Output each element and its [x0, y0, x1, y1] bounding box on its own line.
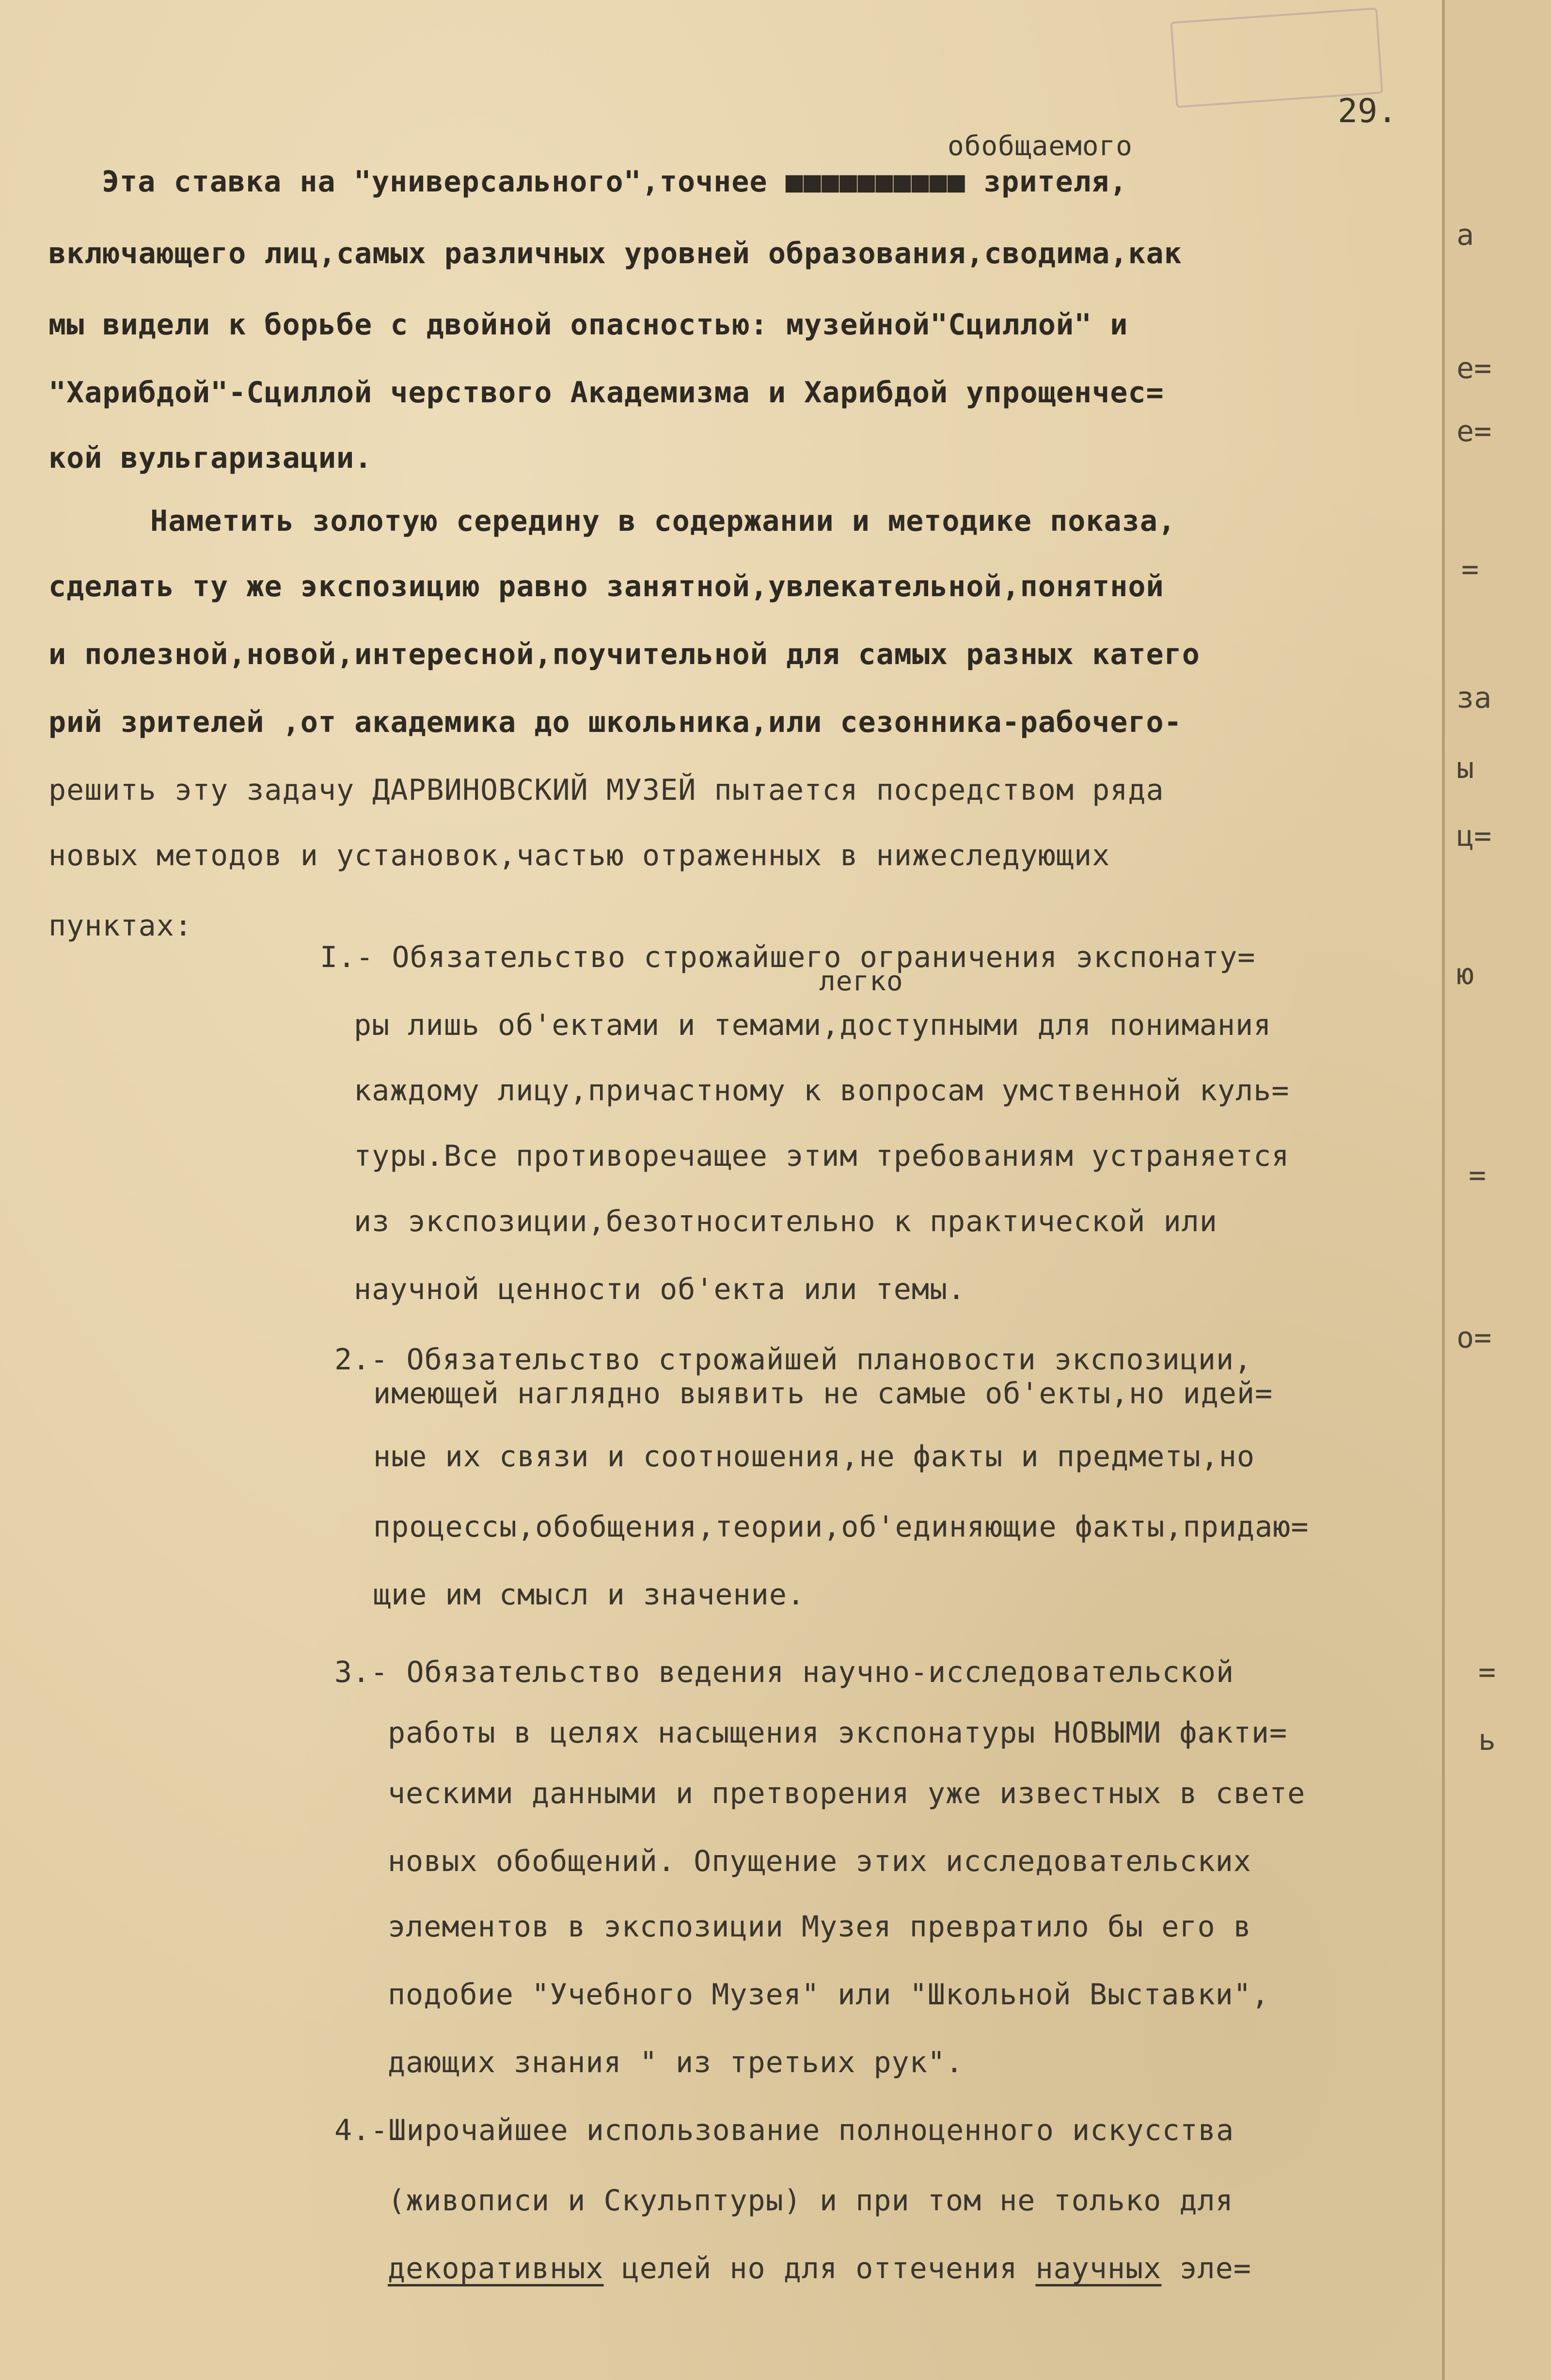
- item1-line: каждому лицу,причастному к вопросам умственной куль=: [354, 1074, 1290, 1108]
- item2-line: ные их связи и соотношения,не факты и предметы,но: [373, 1440, 1255, 1474]
- margin-fragment: ь: [1478, 1723, 1496, 1757]
- item4-line: 4.-Широчайшее использование полноценного искусства: [334, 2113, 1234, 2147]
- item4-line: (живописи и Скульптуры) и при том не только для: [388, 2184, 1234, 2218]
- intro-line: кой вульгаризации.: [48, 441, 373, 475]
- item3-line: новых обобщений. Опущение этих исследовательских: [388, 1844, 1251, 1878]
- page-edge: [1442, 0, 1445, 2380]
- item1-line: научной ценности об'екта или темы.: [354, 1272, 966, 1306]
- margin-fragment: =: [1478, 1655, 1496, 1689]
- intro-line: включающего лиц,самых различных уровней образования,сводима,как: [48, 237, 1182, 270]
- item3-line: 3.- Обязательство ведения научно-исследовательской: [334, 1655, 1234, 1689]
- line-text: эле=: [1161, 2252, 1251, 2285]
- para2-line: Наметить золотую середину в содержании и методике показа,: [150, 504, 1176, 538]
- margin-fragment: ю: [1456, 957, 1474, 991]
- item3-line: работы в целях насыщения экспонатуры НОВЫМИ факти=: [388, 1716, 1288, 1750]
- para2-line: решить эту задачу ДАРВИНОВСКИЙ МУЗЕЙ пытается посредством ряда: [48, 773, 1164, 807]
- margin-fragment: за: [1456, 681, 1492, 715]
- underlined-word: декоративных: [388, 2252, 604, 2285]
- margin-fragment: =: [1461, 553, 1479, 587]
- margin-fragment: =: [1469, 1158, 1487, 1192]
- margin-fragment: ы: [1456, 751, 1474, 785]
- para2-line: сделать ту же экспозицию равно занятной,увлекательной,понятной: [48, 570, 1164, 603]
- item1-line: из экспозиции,безотносительно к практической или: [354, 1205, 1218, 1238]
- insertion-legko: легко: [819, 966, 903, 997]
- margin-fragment: е=: [1456, 414, 1492, 448]
- item3-line: дающих знания " из третьих рук".: [388, 2046, 964, 2079]
- item1-line: I.- Обязательство строжайшего ограничения экспонату=: [320, 940, 1256, 974]
- margin-fragment: а: [1456, 218, 1474, 252]
- item3-line: ческими данными и претворения уже известных в свете: [388, 1777, 1306, 1810]
- intro-line: Эта ставка на "универсального",точнее ■■■■■■■■■■ зрителя,: [102, 165, 1128, 199]
- item3-line: элементов в экспозиции Музея превратило бы его в: [388, 1910, 1251, 1944]
- intro-line: мы видели к борьбе с двойной опасностью: музейной"Сциллой" и: [48, 308, 1128, 342]
- item2-line: имеющей наглядно выявить не самые об'екты,но идей=: [373, 1377, 1273, 1411]
- item3-line: подобие "Учебного Музея" или "Школьной Выставки",: [388, 1978, 1270, 2012]
- item2-line: процессы,обобщения,теории,об'единяющие факты,придаю=: [373, 1510, 1309, 1544]
- margin-fragment: о=: [1456, 1321, 1492, 1355]
- para2-line: рий зрителей ,от академика до школьника,или сезонника-рабочего-: [48, 705, 1182, 739]
- item2-line: 2.- Обязательство строжайшей плановости экспозиции,: [334, 1343, 1252, 1377]
- intro-line: "Харибдой"-Сциллой черствого Академизма и Харибдой упрощенчес=: [48, 376, 1164, 410]
- item2-line: щие им смысл и значение.: [373, 1578, 805, 1612]
- margin-fragment: е=: [1456, 351, 1492, 385]
- item1-line: ры лишь об'ектами и темами,доступными для понимания: [354, 1008, 1272, 1042]
- margin-fragment: ц=: [1456, 819, 1492, 853]
- item1-line: туры.Все противоречащее этим требованиям устраняется: [354, 1139, 1290, 1173]
- para2-line: пунктах:: [48, 909, 192, 943]
- para2-line: новых методов и установок,частью отраженных в нижеследующих: [48, 839, 1110, 873]
- insertion-obobshchaemogo: обобщаемого: [948, 130, 1133, 162]
- line-text: целей но для оттечения: [603, 2252, 1036, 2285]
- item4-line: [388, 2249, 1251, 2288]
- page-number: 29.: [1338, 92, 1397, 130]
- underlined-word: научных: [1035, 2252, 1162, 2285]
- para2-line: и полезной,новой,интересной,поучительной для самых разных катего: [48, 637, 1200, 671]
